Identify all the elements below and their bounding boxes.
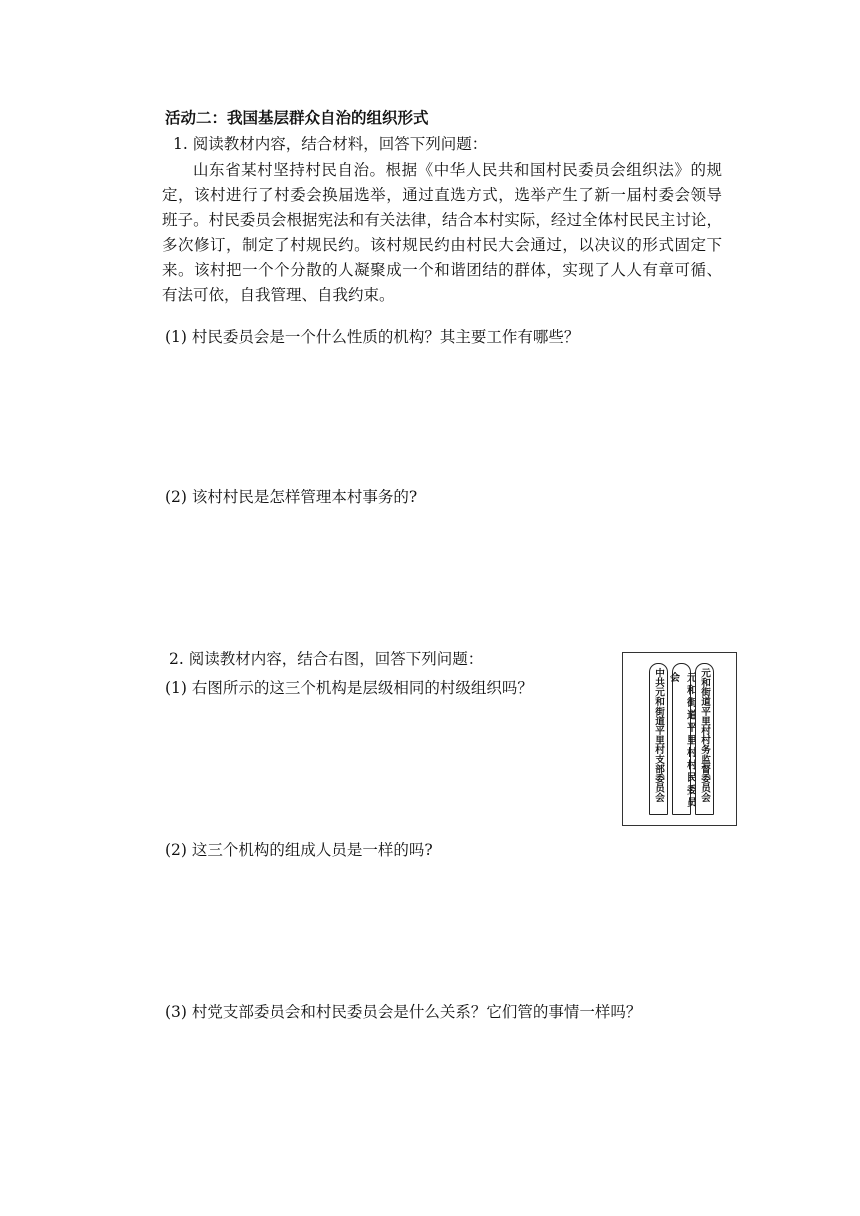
material-line: 定，该村进行了村委会换届选举，通过直选方式，选举产生了新一届村委会领导 <box>162 186 722 204</box>
material-line: 有法可依，自我管理、自我约束。 <box>162 286 395 304</box>
material-line: 多次修订，制定了村规民约。该村规民约由村民大会通过，以决议的形式固定下 <box>162 236 722 254</box>
village-plaques-figure <box>622 652 737 826</box>
material-line: 班子。村民委员会根据宪法和有关法律，结合本村实际，经过全体村民民主讨论， <box>162 211 722 229</box>
supervision-committee-plaque <box>695 663 714 815</box>
question-2-sub-3: (3) 村党支部委员会和村民委员会是什么关系？它们管的事情一样吗？ <box>165 1003 642 1021</box>
question-2-sub-2: (2) 这三个机构的组成人员是一样的吗? <box>165 841 433 859</box>
question-1-intro: 1. 阅读教材内容，结合材料，回答下列问题： <box>173 135 488 153</box>
villagers-committee-plaque <box>667 663 696 815</box>
question-2-intro: 2. 阅读教材内容，结合右图，回答下列问题： <box>169 650 484 668</box>
material-paragraph <box>162 158 722 308</box>
material-line: 来。该村把一个个分散的人凝聚成一个和谐团结的群体，实现了人人有章可循、 <box>162 261 722 279</box>
plaque-text: 元和街道平里村村务监督委员会 <box>699 668 710 803</box>
material-line: 山东省某村坚持村民自治。根据《中华人民共和国村民委员会组织法》的规 <box>193 161 722 179</box>
question-1-sub-1: (1) 村民委员会是一个什么性质的机构？其主要工作有哪些？ <box>165 328 580 346</box>
question-1-sub-2: (2) 该村村民是怎样管理本村事务的? <box>165 488 418 506</box>
activity-heading: 活动二：我国基层群众自治的组织形式 <box>165 109 429 127</box>
question-2-sub-1: (1) 右图所示的这三个机构是层级相同的村级组织吗？ <box>165 679 533 697</box>
plaque-text: 元和街道平里村村民委员会 <box>667 672 696 810</box>
plaque-text: 中共元和街道平里村支部委员会 <box>653 668 664 803</box>
